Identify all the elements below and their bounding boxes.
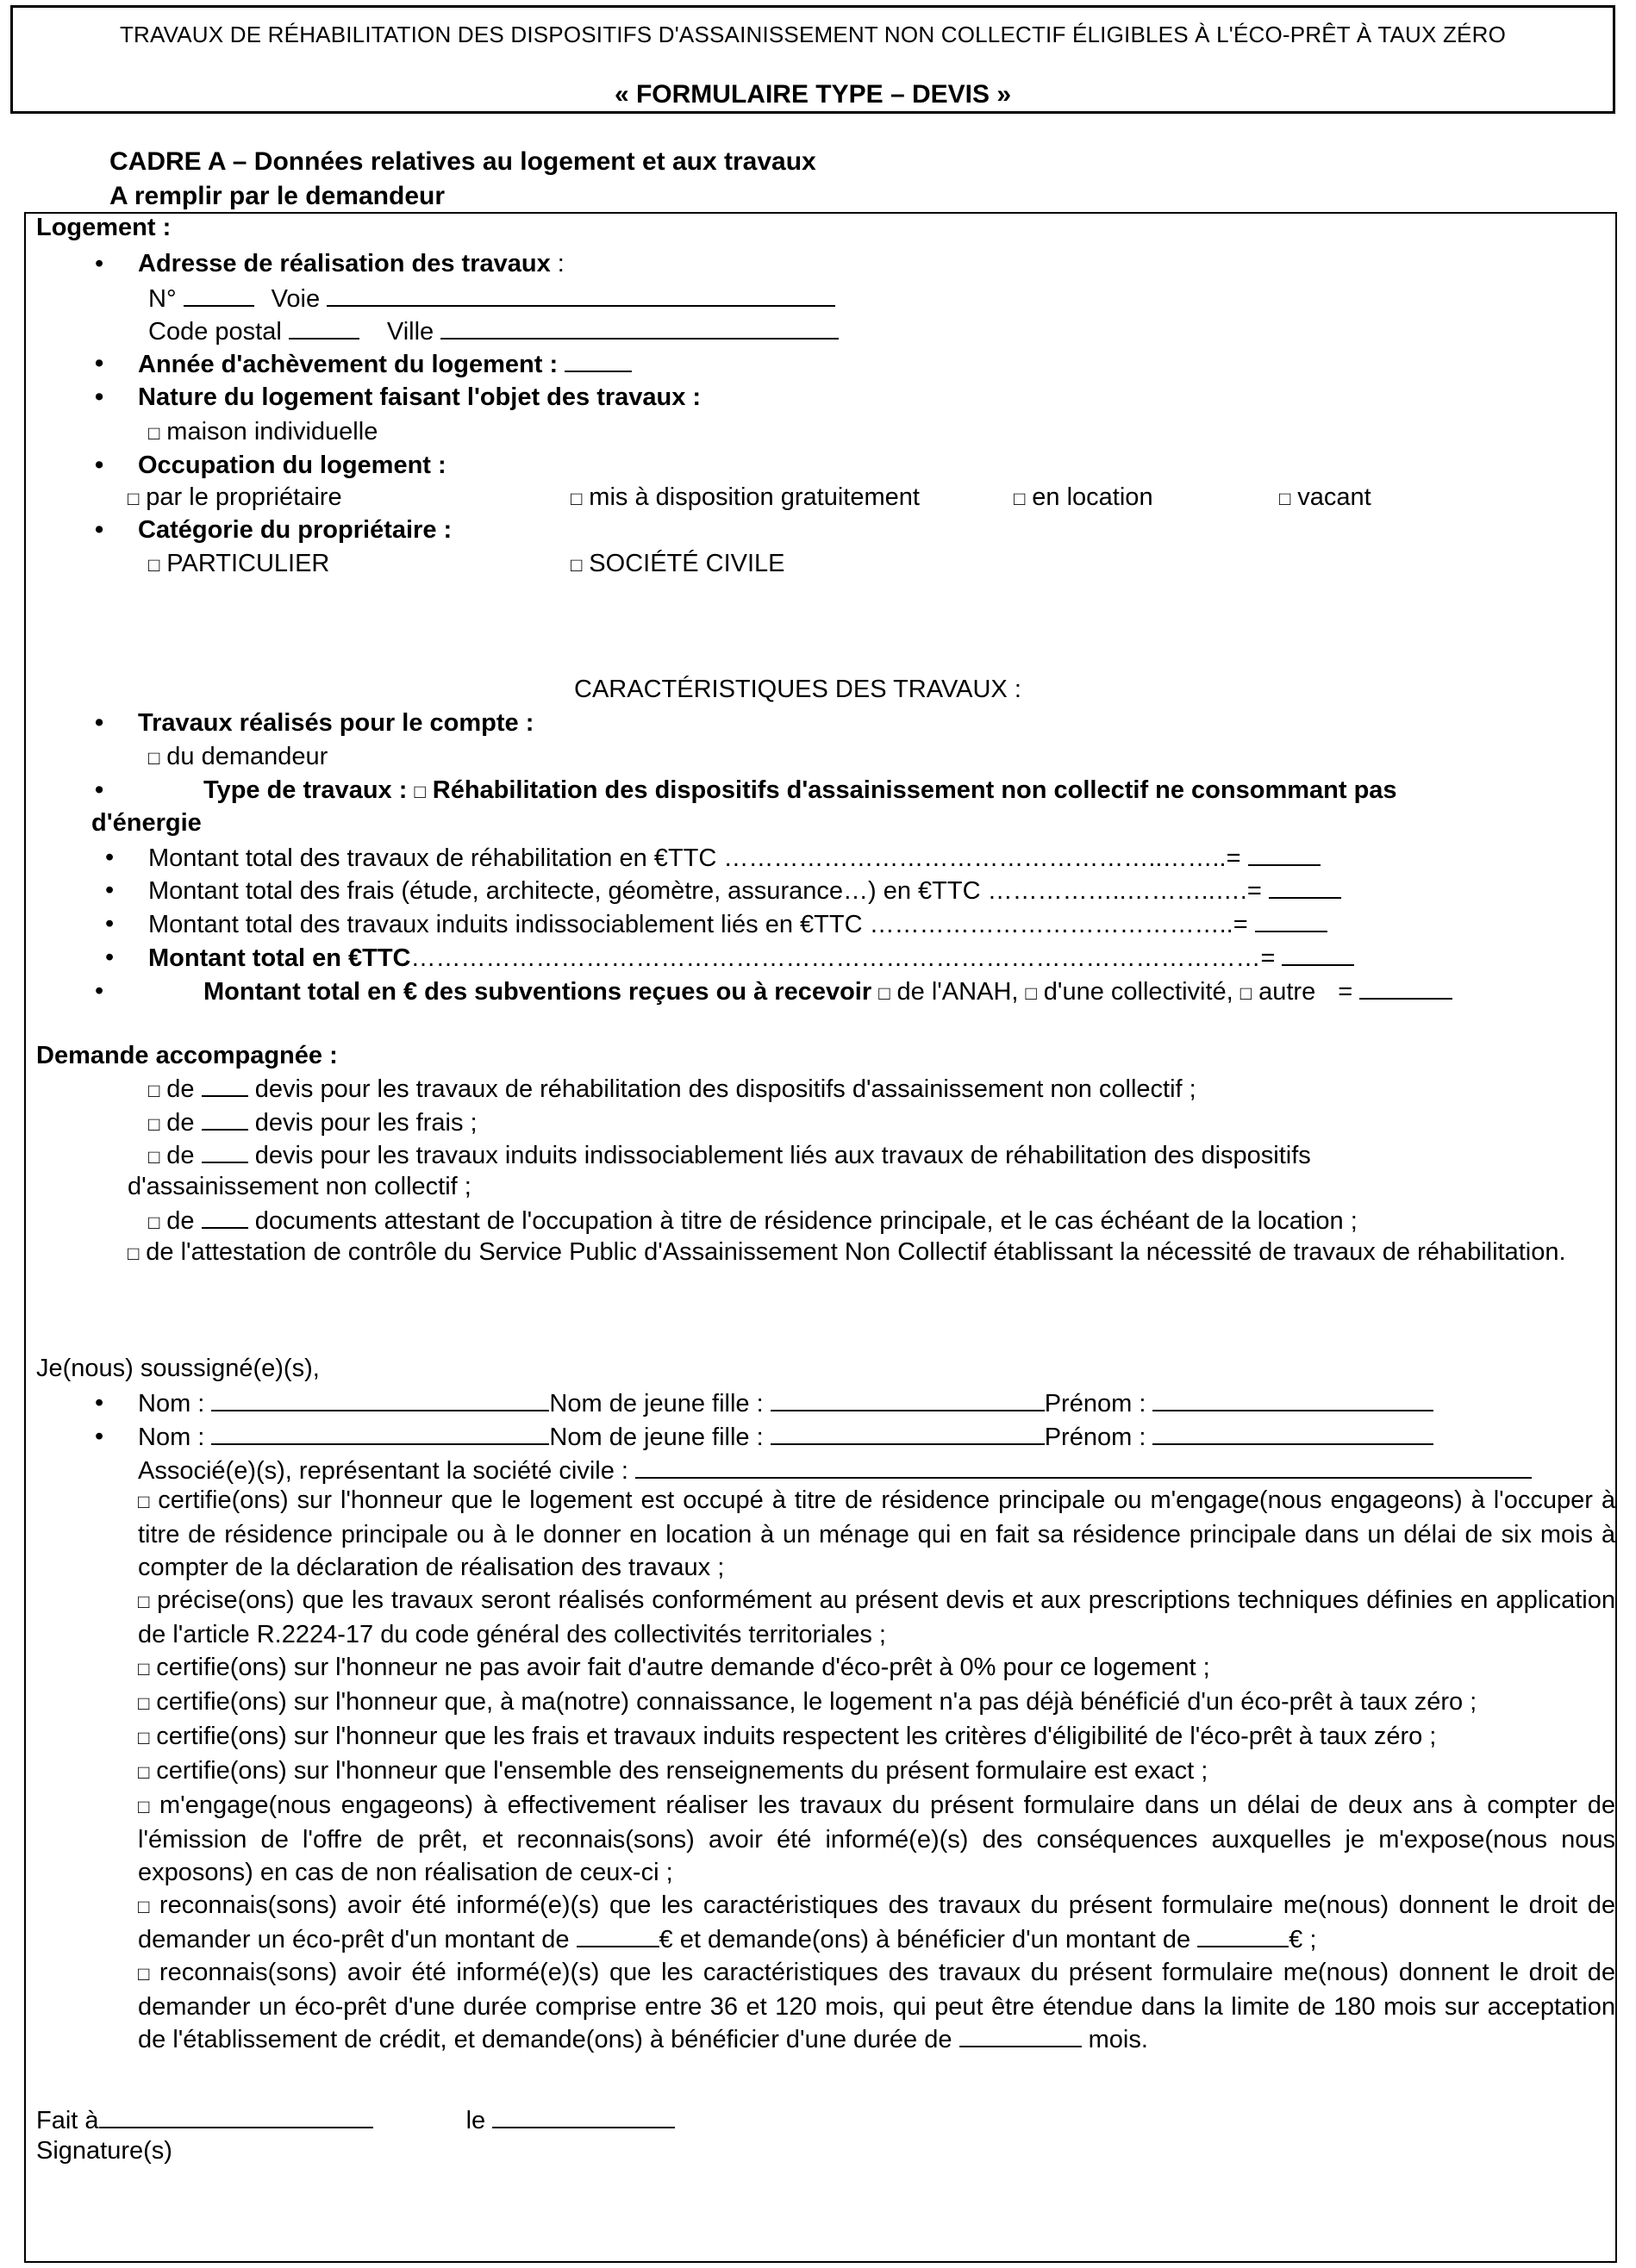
cadre-title: CADRE A – Données relatives au logement et aux travaux xyxy=(109,147,816,176)
demande-heading: Demande accompagnée : xyxy=(36,1042,338,1069)
checkbox-icon[interactable]: □ xyxy=(414,781,426,802)
code-postal-field[interactable] xyxy=(289,315,359,340)
no-field[interactable] xyxy=(184,283,254,307)
jeune-fille-field[interactable] xyxy=(771,1421,1045,1445)
demande-item-devis-induits: □ de devis pour les travaux induits indissociablement liés aux travaux de réhabilitation des dispositifs xyxy=(148,1139,1311,1173)
checkbox-icon[interactable]: □ xyxy=(138,1727,150,1748)
checkbox-icon[interactable]: □ xyxy=(128,488,140,509)
categorie-label: • Catégorie du propriétaire : xyxy=(138,514,452,545)
certif-engagement: □ m'engage(nous engageons) à effectivement réaliser les travaux du présent formulaire dans un délai de deux ans à compter de l'émission de l'offre de prêt, et reconnais(sons) avoir été informé(e)(s) des conséquences auxquelles je m'expose(nous nous exposons) en cas de non réalisation de ceux-ci ; xyxy=(138,1791,1615,1886)
checkbox-icon[interactable]: □ xyxy=(148,1080,160,1101)
checkbox-icon[interactable]: □ xyxy=(138,1692,150,1714)
demande-item-documents: □ de documents attestant de l'occupation à titre de résidence principale, et le cas échéant de la location ; xyxy=(148,1205,1358,1238)
certif-residence: □ certifie(ons) sur l'honneur que le logement est occupé à titre de résidence principale ou m'engage(nous engageons) à l'occuper à titre de résidence principale ou à le donner en location à un ménage qui en fait sa résidence principale dans un délai de six mois à compter de la déclaration de réalisation des travaux ; xyxy=(138,1486,1615,1581)
compte-option[interactable]: □ du demandeur xyxy=(148,743,328,770)
montant-induits-label: Montant total des travaux induits indissociablement liés en €TTC ……………………………………..= xyxy=(148,911,1248,938)
certif-duree: □ reconnais(sons) avoir été informé(e)(s) que les caractéristiques des travaux du présent formulaire me(nous) donnent le droit de demander un éco-prêt d'une durée comprise entre 36 et 120 mois, qui peut être étendue dans la limite de 180 mois sur acceptation de l'établissement de crédit, et demande(ons) à bénéficier d'une durée de mois. xyxy=(138,1959,1615,2053)
nature-label: • Nature du logement faisant l'objet des travaux : xyxy=(138,382,701,413)
prenom-field[interactable] xyxy=(1152,1387,1433,1411)
checkbox-icon[interactable]: □ xyxy=(1025,982,1037,1004)
subvention-collectivite: d'une collectivité, xyxy=(1043,978,1233,1006)
occupation-option-gratuit[interactable]: □ mis à disposition gratuitement xyxy=(571,483,920,511)
checkbox-icon[interactable]: □ xyxy=(1239,982,1252,1004)
voie-field[interactable] xyxy=(327,283,835,307)
cadre-heading xyxy=(109,145,816,214)
checkbox-icon[interactable]: □ xyxy=(138,1491,152,1512)
subvention-autre: autre xyxy=(1258,978,1316,1006)
certif-conformite: □ précise(ons) que les travaux seront réalisés conformément au présent devis et aux prescriptions techniques définies en application de l'article R.2224-17 du code général des collectivités territoriales ; xyxy=(138,1586,1615,1648)
montant-frais-field[interactable] xyxy=(1269,875,1341,899)
montant-induits-field[interactable] xyxy=(1255,908,1327,932)
ville-field[interactable] xyxy=(440,315,839,340)
montant-total-row: • Montant total en €TTC…………………………………………………………………………………………= xyxy=(148,942,1354,974)
cadre-subtitle: A remplir par le demandeur xyxy=(109,182,446,210)
certif-exactitude: □ certifie(ons) sur l'honneur que l'ensemble des renseignements du présent formulaire est exact ; xyxy=(138,1757,1208,1785)
checkbox-icon[interactable]: □ xyxy=(148,1146,160,1168)
checkbox-icon[interactable]: □ xyxy=(138,1896,153,1917)
fait-a-field[interactable] xyxy=(99,2104,373,2128)
signatory-row-1: • Nom : Nom de jeune fille : Prénom : xyxy=(138,1387,1433,1419)
checkbox-icon[interactable]: □ xyxy=(148,422,160,444)
checkbox-icon[interactable]: □ xyxy=(138,1658,150,1679)
checkbox-icon[interactable]: □ xyxy=(138,1963,153,1984)
subventions-row: • Montant total en € des subventions reçues ou à recevoir □ de l'ANAH, □ d'une collectivité, □ autre = xyxy=(138,975,1452,1009)
count-field[interactable] xyxy=(202,1106,248,1131)
subvention-anah: de l'ANAH, xyxy=(896,978,1019,1006)
checkbox-icon[interactable]: □ xyxy=(1279,488,1291,509)
checkbox-icon[interactable]: □ xyxy=(128,1243,140,1264)
duree-field[interactable] xyxy=(959,2023,1082,2047)
occupation-option-proprietaire[interactable]: □ par le propriétaire xyxy=(128,483,342,511)
checkbox-icon[interactable]: □ xyxy=(878,982,890,1004)
montant-rehab-label: Montant total des travaux de réhabilitation en €TTC ……………………………………………..……..= xyxy=(148,844,1241,872)
categorie-option-societe[interactable]: □ SOCIÉTÉ CIVILE xyxy=(571,550,785,577)
count-field[interactable] xyxy=(202,1205,248,1229)
certif-autre-demande: □ certifie(ons) sur l'honneur ne pas avoir fait d'autre demande d'éco-prêt à 0% pour ce logement ; xyxy=(138,1654,1210,1681)
code-postal-label: Code postal xyxy=(148,318,282,346)
adresse-fields-row xyxy=(148,283,835,315)
montant-frais-row xyxy=(148,875,1341,907)
type-value-cont: d'énergie xyxy=(91,809,202,837)
annee-field[interactable] xyxy=(565,348,632,372)
ville-label: Ville xyxy=(386,318,434,346)
checkbox-icon[interactable]: □ xyxy=(138,1761,150,1783)
form-title: TRAVAUX DE RÉHABILITATION DES DISPOSITIFS D'ASSAINISSEMENT NON COLLECTIF ÉLIGIBLES À L'ÉCO-PRÊT À TAUX ZÉRO xyxy=(119,22,1507,47)
occupation-option-vacant[interactable]: □ vacant xyxy=(1279,483,1371,511)
form-header xyxy=(10,5,1615,114)
count-field[interactable] xyxy=(202,1139,248,1163)
declaration-intro: Je(nous) soussigné(e)(s), xyxy=(36,1355,320,1382)
checkbox-icon[interactable]: □ xyxy=(1014,488,1026,509)
voie-label: Voie xyxy=(271,285,321,313)
demande-item-devis-rehab: □ de devis pour les travaux de réhabilitation des dispositifs d'assainissement non collectif ; xyxy=(148,1073,1196,1106)
checkbox-icon[interactable]: □ xyxy=(148,1212,160,1233)
fait-a-row: Fait à le xyxy=(36,2104,675,2136)
demande-item-attestation: □ de l'attestation de contrôle du Service Public d'Assainissement Non Collectif établissant la nécessité de travaux de réhabilitation. xyxy=(128,1238,1566,1266)
signatures-label: Signature(s) xyxy=(36,2137,172,2165)
annee-row xyxy=(138,348,632,380)
certif-criteres: □ certifie(ons) sur l'honneur que les frais et travaux induits respectent les critères d'éligibilité de l'éco-prêt à taux zéro ; xyxy=(138,1723,1437,1750)
jeune-fille-field[interactable] xyxy=(771,1387,1045,1411)
certifications-block xyxy=(138,1484,1615,2056)
checkbox-icon[interactable]: □ xyxy=(148,1113,160,1135)
montant-droit-field[interactable] xyxy=(577,1923,659,1947)
occupation-label: • Occupation du logement : xyxy=(138,450,446,481)
checkbox-icon[interactable]: □ xyxy=(148,747,160,769)
date-field[interactable] xyxy=(492,2104,675,2128)
montant-frais-label: Montant total des frais (étude, architecte, géomètre, assurance…) en €TTC ……………..………..….= xyxy=(148,877,1262,905)
certif-montant: □ reconnais(sons) avoir été informé(e)(s) que les caractéristiques des travaux du présent formulaire me(nous) donnent le droit de demander un éco-prêt d'un montant de € et demande(ons) à bénéficier d'un montant de € ; xyxy=(138,1891,1615,1953)
adresse-label: Adresse de réalisation des travaux xyxy=(138,250,551,277)
montant-induits-row xyxy=(148,908,1327,940)
compte-label: • Travaux réalisés pour le compte : xyxy=(138,707,534,738)
societe-civile-field[interactable] xyxy=(635,1455,1532,1479)
type-label: Type de travaux : xyxy=(203,776,408,804)
prenom-field[interactable] xyxy=(1152,1421,1433,1445)
montant-total-label: Montant total en €TTC xyxy=(148,944,411,972)
subventions-field[interactable] xyxy=(1359,975,1452,1000)
cp-ville-row xyxy=(148,315,839,347)
associe-row: Associé(e)(s), représentant la société civile : xyxy=(138,1455,1532,1486)
signatory-row-2: • Nom : Nom de jeune fille : Prénom : xyxy=(138,1421,1433,1453)
categorie-option-particulier[interactable]: □ PARTICULIER xyxy=(148,550,330,577)
travaux-heading: CARACTÉRISTIQUES DES TRAVAUX : xyxy=(574,676,1021,703)
montant-total-field[interactable] xyxy=(1282,942,1354,966)
montant-rehab-row xyxy=(148,842,1321,874)
form-subtitle: « FORMULAIRE TYPE – DEVIS » xyxy=(614,80,1012,109)
checkbox-icon[interactable]: □ xyxy=(138,1591,151,1612)
montant-demande-field[interactable] xyxy=(1197,1923,1289,1947)
demande-item-devis-induits-cont: d'assainissement non collectif ; xyxy=(128,1173,471,1200)
certif-deja-beneficie: □ certifie(ons) sur l'honneur que, à ma(notre) connaissance, le logement n'a pas déjà bénéficié d'un éco-prêt à taux zéro ; xyxy=(138,1688,1477,1716)
type-row xyxy=(138,775,1397,807)
adresse-row: • Adresse de réalisation des travaux : xyxy=(138,248,565,279)
checkbox-icon[interactable]: □ xyxy=(571,554,583,576)
no-label: N° xyxy=(148,285,177,313)
type-value: Réhabilitation des dispositifs d'assainissement non collectif ne consommant pas xyxy=(432,776,1397,804)
checkbox-icon[interactable]: □ xyxy=(571,488,583,509)
demande-item-devis-frais: □ de devis pour les frais ; xyxy=(148,1106,478,1140)
logement-heading: Logement : xyxy=(36,214,172,241)
occupation-option-location[interactable]: □ en location xyxy=(1014,483,1153,511)
nature-option[interactable]: □ maison individuelle xyxy=(148,418,378,446)
montant-rehab-field[interactable] xyxy=(1248,842,1321,866)
nom-field[interactable] xyxy=(211,1387,549,1411)
checkbox-icon[interactable]: □ xyxy=(138,1796,153,1817)
nom-field[interactable] xyxy=(211,1421,549,1445)
count-field[interactable] xyxy=(202,1073,248,1097)
checkbox-icon[interactable]: □ xyxy=(148,554,160,576)
annee-label: Année d'achèvement du logement : xyxy=(138,351,559,378)
subventions-label: Montant total en € des subventions reçues ou à recevoir xyxy=(203,978,872,1006)
